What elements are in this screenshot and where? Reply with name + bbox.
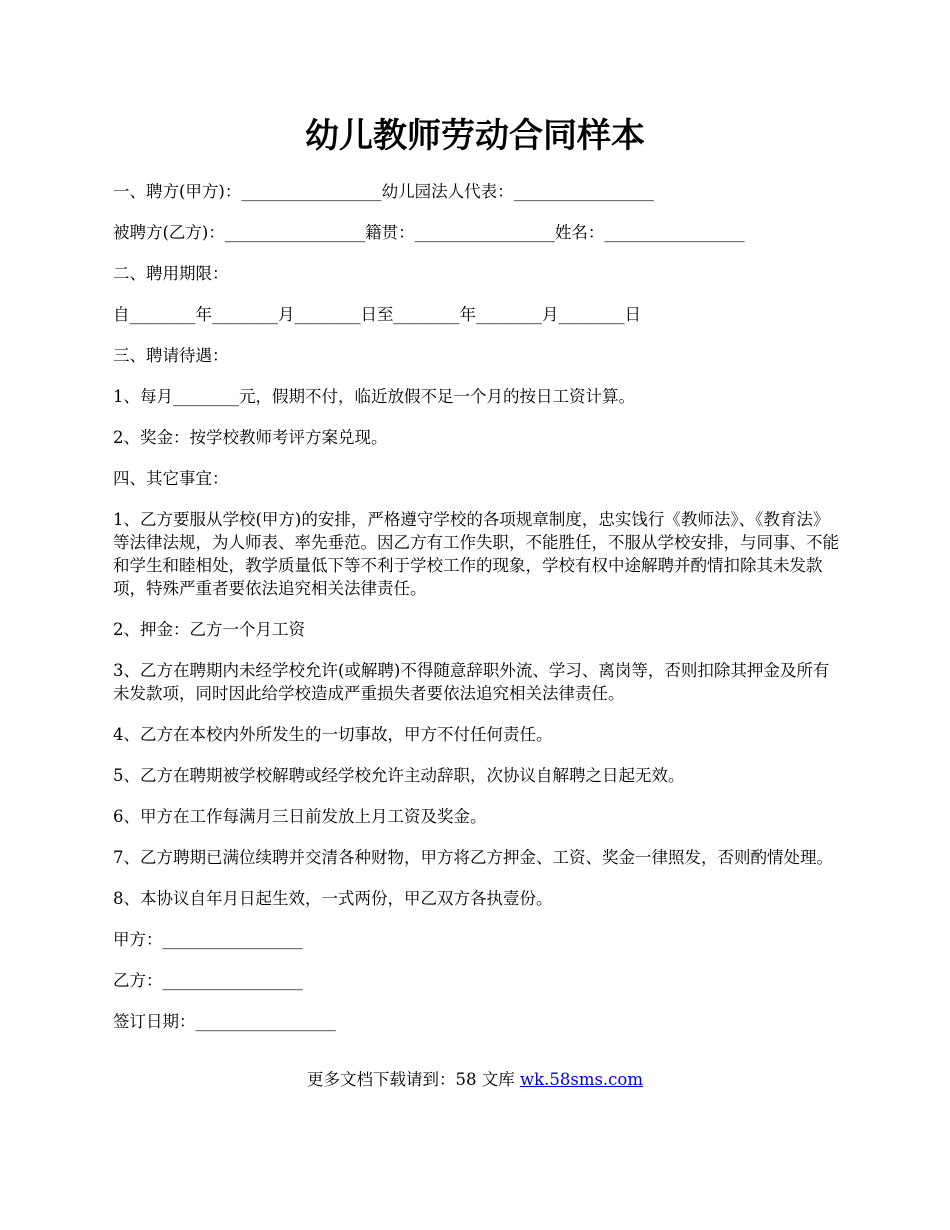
paragraph-clause-7: 7、乙方聘期已满位续聘并交清各种财物，甲方将乙方押金、工资、奖金一律照发，否则酌情处理。 (113, 848, 833, 867)
footer-prefix: 更多文档下载请到：58 文库 (306, 1070, 520, 1089)
heading-employment-period: 二、聘用期限： (113, 264, 229, 283)
paragraph-clause-8: 8、本协议自年月日起生效，一式两份，甲乙双方各执壹份。 (113, 889, 553, 908)
signature-party-b: 乙方：_________________ (113, 971, 303, 990)
paragraph-clause-6: 6、甲方在工作每满月三日前发放上月工资及奖金。 (113, 807, 487, 826)
paragraph-clause-1: 1、乙方要服从学校(甲方)的安排，严格遵守学校的各项规章制度，忠实饯行《教师法》、《教育法》等法律法规，为人师表、率先垂范。因乙方有工作失职，不能胜任，不服从学校安排，与同事、不能和学生和睦相处，教学质量低下等不利于学校工作的现象，学校有权中途解聘并酌情扣除其未发款项，特殊严重者要依法追究相关法律责任。 (113, 510, 839, 598)
paragraph-clause-2: 2、押金：乙方一个月工资 (113, 620, 305, 639)
paragraph-clause-3: 3、乙方在聘期内未经学校允许(或解聘)不得随意辞职外流、学习、离岗等，否则扣除其押金及所有未发款项，同时因此给学校造成严重损失者要依法追究相关法律责任。 (113, 661, 830, 703)
paragraph-clause-4: 4、乙方在本校内外所发生的一切事故，甲方不付任何责任。 (113, 725, 553, 744)
footer (0, 1068, 950, 1092)
footer-link[interactable]: wk.58sms.com (519, 1070, 643, 1089)
signature-party-a: 甲方：_________________ (113, 930, 303, 949)
paragraph-clause-5: 5、乙方在聘期被学校解聘或经学校允许主动辞职，次协议自解聘之日起无效。 (113, 766, 685, 785)
paragraph-monthly-salary: 1、每月________元，假期不付，临近放假不足一个月的按日工资计算。 (113, 387, 635, 406)
paragraph-period-dates: 自________年________月________日至________年________月________日 (113, 305, 641, 324)
signature-date: 签订日期：_________________ (113, 1012, 336, 1031)
document-body (113, 180, 843, 1051)
paragraph-bonus: 2、奖金：按学校教师考评方案兑现。 (113, 428, 388, 447)
paragraph-employer-info: 一、聘方(甲方)：_________________幼儿园法人代表：_________________ (113, 182, 654, 201)
heading-compensation: 三、聘请待遇： (113, 346, 229, 365)
heading-other-matters: 四、其它事宜： (113, 469, 229, 488)
paragraph-employee-info: 被聘方(乙方)：_________________籍贯：_________________姓名：_________________ (113, 223, 745, 242)
document-title: 幼儿教师劳动合同样本 (305, 116, 645, 156)
